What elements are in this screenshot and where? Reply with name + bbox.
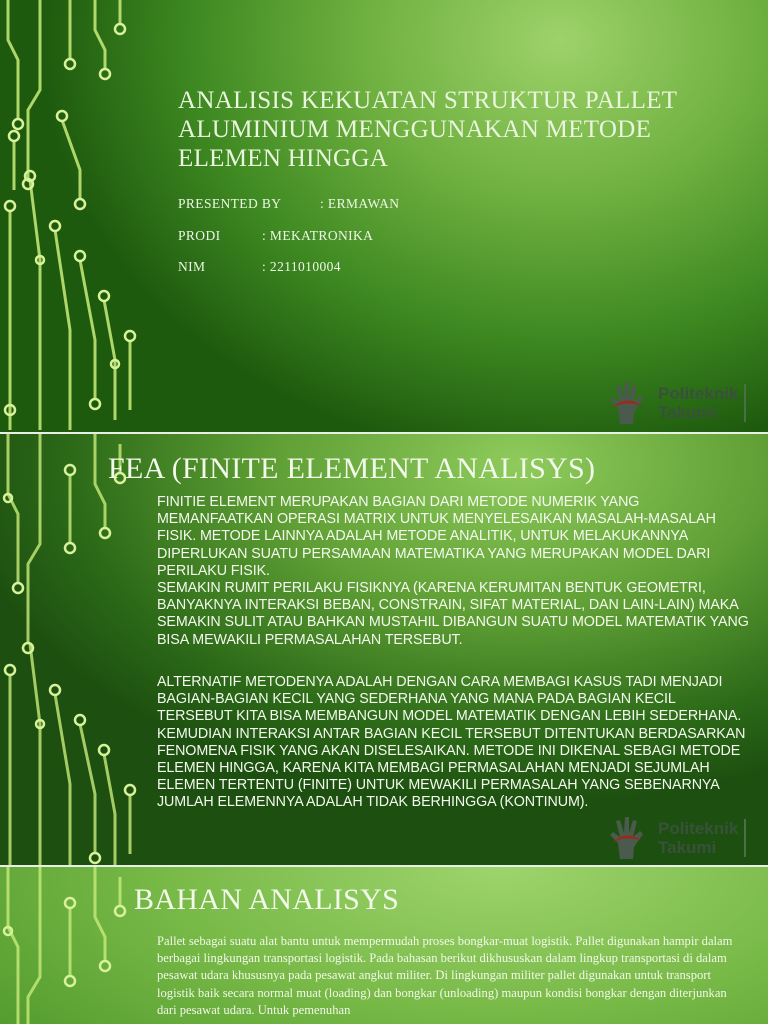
logo-line2: Takumi — [658, 838, 717, 857]
circuit-decoration — [0, 0, 150, 432]
fea-paragraph-3: ALTERNATIF METODENYA ADALAH DENGAN CARA MEMBAGI KASUS TADI MENJADI BAGIAN-BAGIAN KECIL YANG SEDERHANA YANG MANA PADA BAGIAN KECIL TERSEBUT KITA BISA MEMBANGUN MODEL MATEMATIK DENGAN LEBIH SEDERHANA. KEMUDIAN INTERAKSI ANTAR BAGIAN KECIL TERSEBUT DITENTUKAN BERDASARKAN FENOMENA FISIK YANG AKAN DISELESAIKAN. METODE INI DIKENAL SEBAGI METODE ELEMEN HINGGA, KARENA KITA MEMBAGI PERMASALAHAN MENJADI SEJUMLAH ELEMEN TERTENTU (FINITE) UNTUK MEWAKILI PERMASALAH YANG SEBENARNYA JUMLAH ELEMENNYA ADALAH TIDAK BERHINGGA (KONTINUM). — [157, 674, 746, 811]
prodi-value: : MEKATRONIKA — [262, 228, 374, 243]
nim-label: NIM — [178, 259, 206, 274]
nim-value: : 2211010004 — [262, 259, 341, 274]
presenter-name: : ERMAWAN — [320, 196, 400, 211]
logo-line2: Takumi — [658, 403, 717, 422]
logo-wordmark — [658, 819, 746, 857]
prodi-label: PRODI — [178, 228, 221, 243]
politeknik-logo — [606, 815, 746, 861]
logo-wordmark — [658, 384, 746, 422]
logo-line1: Politeknik — [658, 819, 739, 838]
logo-line1: Politeknik — [658, 384, 739, 403]
bahan-paragraph: Pallet sebagai suatu alat bantu untuk mempermudah proses bongkar-muat logistik. Pallet digunakan hampir dalam berbagai lingkungan transportasi logistik. Pada bahasan berikut dikhususkan dalam lingkup transportasi di dalam pesawat udara khususnya pada pesawat angkut militer. Di lingkungan militer pallet digunakan untuk transport logistik baik secara normal muat (loading) dan bongkar (unloading) maupun kondisi bongkar dengan diterjunkan dari pesawat udara. Untuk pemenuhan — [157, 934, 733, 1017]
politeknik-logo — [606, 380, 746, 426]
fea-paragraph-1: FINITIE ELEMENT MERUPAKAN BAGIAN DARI METODE NUMERIK YANG MEMANFAATKAN OPERASI MATRIX UNTUK MENYELESAIKAN MASALAH-MASALAH FISIK. METODE LAINNYA ADALAH METODE ANALITIK, UNTUK MELAKUKANNYA DIPERLUKAN SUATU PERSAMAAN MATEMATIKA YANG MERUPAKAN MODEL DARI PERILAKU FISIK. — [157, 494, 716, 579]
slide-title: BAHAN ANALISYS — [134, 883, 400, 916]
circuit-decoration — [0, 434, 150, 865]
circuit-decoration — [0, 867, 150, 1024]
hand-logo-icon — [606, 815, 646, 861]
fea-slide — [0, 434, 768, 865]
slide-title: FEA (FINITE ELEMENT ANALISYS) — [108, 452, 596, 485]
fea-paragraph-2: SEMAKIN RUMIT PERILAKU FISIKNYA (KARENA KERUMITAN BENTUK GEOMETRI, BANYAKNYA INTERAKSI BEBAN, CONSTRAIN, SIFAT MATERIAL, DAN LAIN-LAIN) MAKA SEMAKIN SULIT ATAU BAHKAN MUSTAHIL DIBANGUN SUATU MODEL MATEMATIK YANG BISA MEWAKILI PERMASALAHAN TERSEBUT. — [157, 580, 749, 648]
presentation-title: ANALISIS KEKUATAN STRUKTUR PALLET ALUMINIUM MENGGUNAKAN METODE ELEMEN HINGGA — [178, 87, 677, 172]
title-slide — [0, 0, 768, 432]
bahan-slide — [0, 867, 768, 1024]
presented-by-label: PRESENTED BY — [178, 196, 282, 211]
hand-logo-icon — [606, 380, 646, 426]
